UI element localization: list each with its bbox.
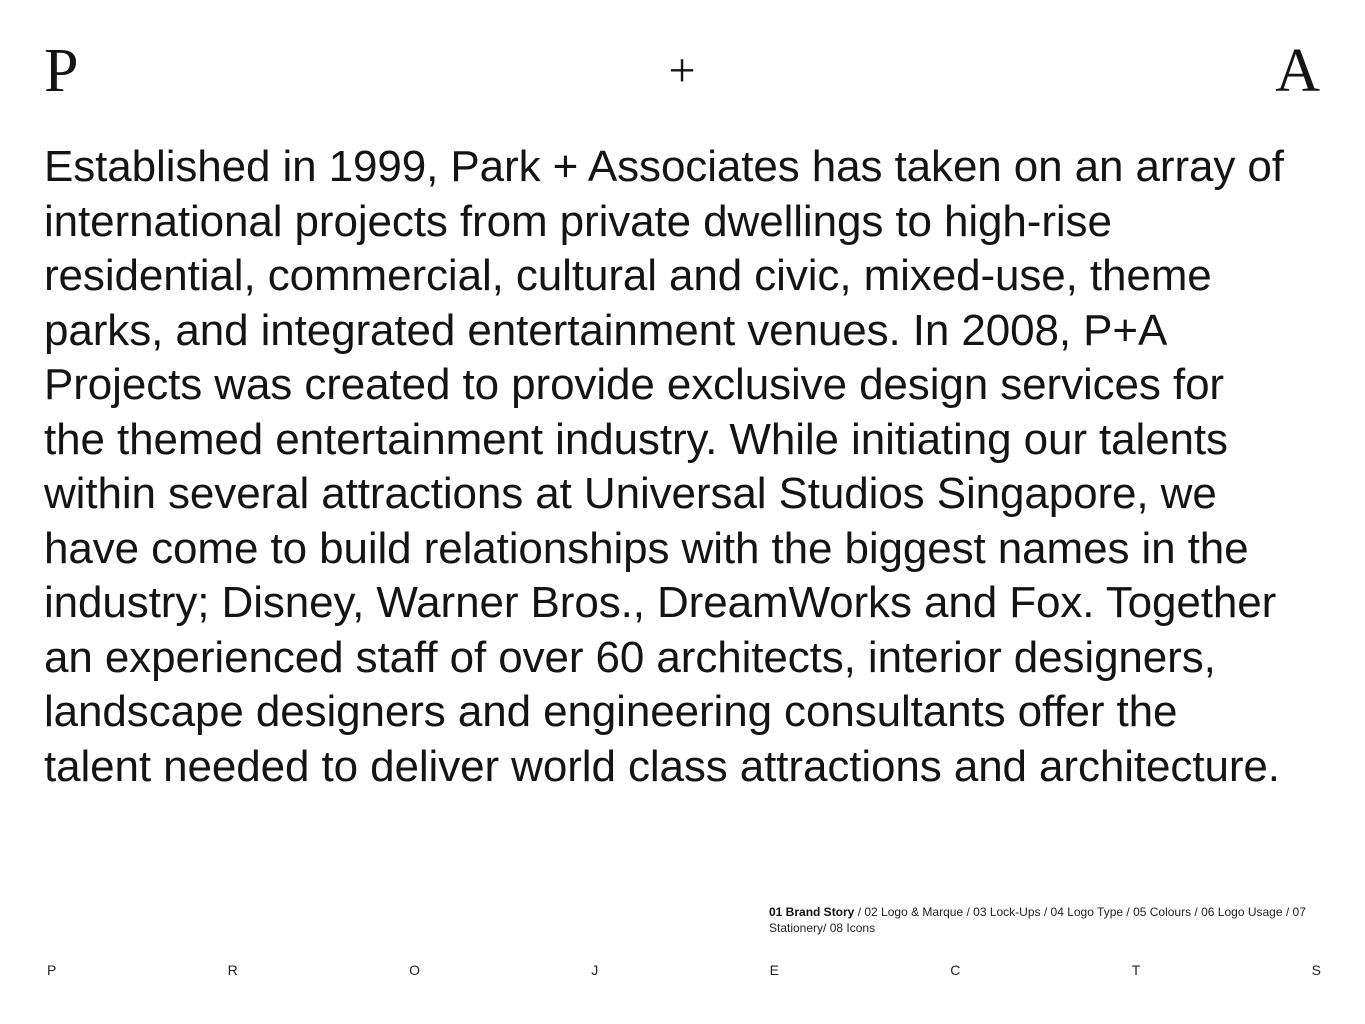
toc-item-logo-usage[interactable]: 06 Logo Usage [1201, 905, 1283, 919]
toc-separator: / [1123, 905, 1134, 919]
toc-item-lock-ups[interactable]: 03 Lock-Ups [973, 905, 1041, 919]
toc-separator: / [823, 921, 830, 935]
projects-link[interactable] [47, 962, 1321, 978]
projects-letter: S [1311, 962, 1321, 978]
toc-separator: / [1191, 905, 1202, 919]
toc-item-logo-marque[interactable]: 02 Logo & Marque [864, 905, 964, 919]
projects-letter: J [591, 962, 599, 978]
logo-mark-a[interactable]: A [1275, 37, 1320, 105]
toc-separator: / [854, 905, 865, 919]
toc-item-logo-type[interactable]: 04 Logo Type [1050, 905, 1124, 919]
logo-mark-p[interactable]: P [44, 37, 79, 105]
projects-letter: C [950, 962, 961, 978]
projects-letter: E [769, 962, 779, 978]
toc-separator: / [1040, 905, 1051, 919]
toc-separator: / [963, 905, 974, 919]
toc-item-icons[interactable]: 08 Icons [829, 921, 876, 935]
header [44, 38, 1320, 104]
toc-item-stationery[interactable]: 07 Stationery [769, 905, 1306, 935]
logo-mark-plus[interactable]: + [668, 44, 696, 97]
toc-item-colours[interactable]: 05 Colours [1133, 905, 1192, 919]
brand-story-text: Established in 1999, Park + Associates has taken on an array of international projects from private dwellings to high-rise residential, commercial, cultural and civic, mixed-use, theme parks, and integrated entertainment venues. In 2008, P+A Projects was created to provide exclusive design services for the themed entertainment industry. While initiating our talents within several attractions at Universal Studios Singapore, we have come to build relationships with the biggest names in the industry; Disney, Warner Bros., DreamWorks and Fox. Together an experienced staff of over 60 architects, interior designers, landscape designers and engineering consultants offer the talent needed to deliver world class attractions and architecture. [44, 142, 1284, 791]
toc-separator: / [1282, 905, 1293, 919]
toc-item-brand-story[interactable]: 01 Brand Story [769, 905, 855, 919]
section-navigation [769, 904, 1344, 936]
projects-letter: R [227, 962, 238, 978]
projects-letter: T [1131, 962, 1141, 978]
projects-letter: O [409, 962, 420, 978]
projects-letter: P [47, 962, 57, 978]
